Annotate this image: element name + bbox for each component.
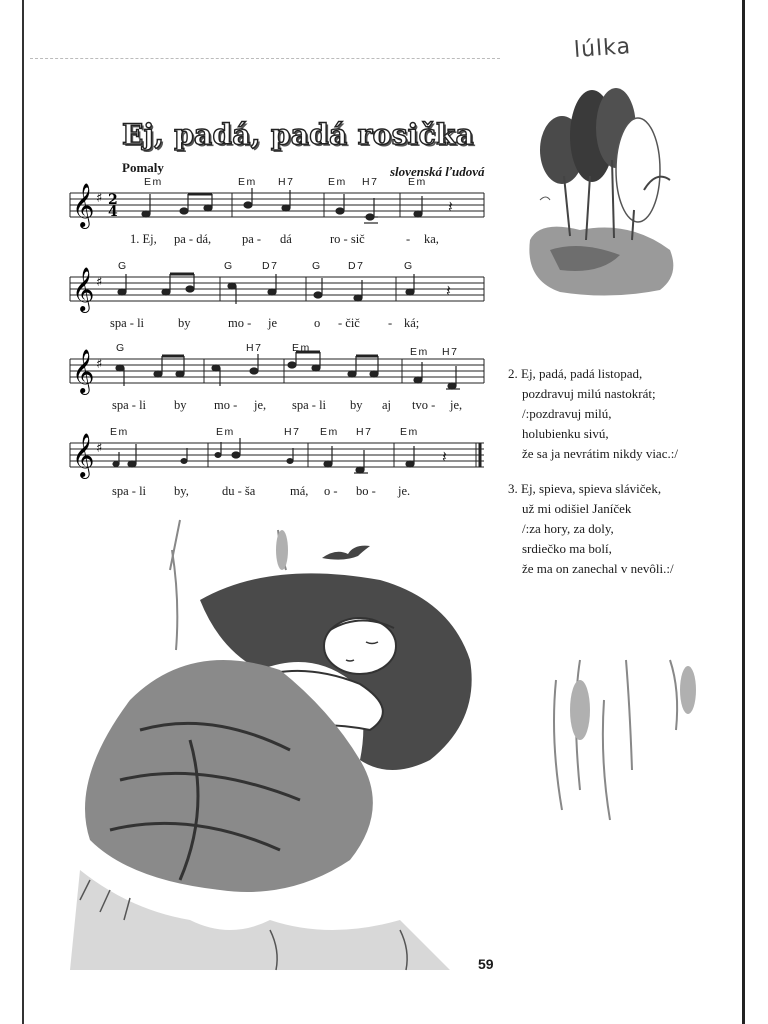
- lyric: pa - dá,: [174, 232, 212, 246]
- treble-clef-icon: 𝄞: [72, 433, 95, 477]
- page-number: 59: [478, 956, 494, 972]
- svg-text:𝄽: 𝄽: [448, 197, 453, 216]
- svg-text:𝄽: 𝄽: [446, 281, 451, 300]
- chord: Em: [144, 176, 163, 188]
- lyric: by: [174, 398, 187, 412]
- lyric: - čič: [338, 316, 360, 330]
- lyric: spa - li: [292, 398, 327, 412]
- lyric: ká;: [404, 316, 420, 330]
- chord: H7: [356, 426, 373, 438]
- chord: Em: [408, 176, 427, 188]
- song-title: Ej, padá, padá rosička: [122, 118, 475, 151]
- chord: D7: [262, 260, 279, 272]
- song-source: slovenská ľudová: [390, 164, 485, 179]
- chord: Em: [238, 176, 257, 188]
- chord: Em: [216, 426, 235, 438]
- verse-line: 3. Ej, spieva, spieva sláviček,: [508, 481, 662, 496]
- verse-line: že ma on zanechal v nevôli.:/: [522, 561, 674, 576]
- treble-clef-icon: 𝄞: [72, 349, 95, 393]
- verse-line: holubienku sivú,: [522, 426, 609, 441]
- lyric: aj: [382, 398, 392, 412]
- verse-line: pozdravuj milú nastokrát;: [522, 386, 656, 401]
- svg-text:𝄽: 𝄽: [442, 447, 447, 466]
- lyric: dá: [280, 232, 292, 246]
- chord: H7: [278, 176, 295, 188]
- sleeping-girl-illustration: [70, 560, 490, 980]
- chord: G: [312, 260, 322, 272]
- sharp-icon: ♯: [96, 441, 103, 456]
- scan-edge-right: [742, 0, 745, 1024]
- chord: G: [404, 260, 414, 272]
- chord: G: [224, 260, 234, 272]
- lyric: by: [178, 316, 191, 330]
- lyric: mo -: [214, 398, 238, 412]
- lyric: 1. Ej,: [130, 232, 157, 246]
- chord: Em: [110, 426, 129, 438]
- chord: Em: [320, 426, 339, 438]
- lyric: o: [314, 316, 321, 330]
- lyric: tvo -: [412, 398, 436, 412]
- lyric: by,: [174, 484, 189, 498]
- treble-clef-icon: 𝄞: [72, 267, 95, 311]
- music-system-2: [66, 260, 488, 340]
- verse-2: [508, 364, 738, 464]
- lyric: mo -: [228, 316, 252, 330]
- sharp-icon: ♯: [96, 191, 103, 206]
- lyric: bo -: [356, 484, 376, 498]
- verse-line: /:za hory, za doly,: [522, 521, 614, 536]
- chord: G: [116, 342, 126, 354]
- tempo-marking: Pomaly: [122, 160, 164, 175]
- lyric: spa - li: [110, 316, 145, 330]
- handwritten-note: lúlka: [573, 34, 632, 63]
- chord: Em: [400, 426, 419, 438]
- lyric: -: [388, 316, 393, 330]
- chord: D7: [348, 260, 365, 272]
- lyric: spa - li: [112, 484, 147, 498]
- trees-illustration: [520, 80, 680, 300]
- lyric: -: [406, 232, 411, 246]
- sharp-icon: ♯: [96, 357, 103, 372]
- lyric: o -: [324, 484, 338, 498]
- lyric: je: [268, 316, 278, 330]
- verse-line: 2. Ej, padá, padá listopad,: [508, 366, 643, 381]
- chord: H7: [442, 346, 459, 358]
- music-system-4: [66, 426, 488, 508]
- verse-line: že sa ja nevrátim nikdy viac.:/: [522, 446, 678, 461]
- chord: Em: [410, 346, 429, 358]
- lyric: má,: [290, 484, 309, 498]
- svg-text:4: 4: [108, 204, 118, 220]
- chord: H7: [362, 176, 379, 188]
- chord: Em: [328, 176, 347, 188]
- sharp-icon: ♯: [96, 275, 103, 290]
- chord: G: [118, 260, 128, 272]
- scan-edge-left: [22, 0, 24, 1024]
- lyric: ro - sič: [330, 232, 365, 246]
- lyric: ka,: [424, 232, 439, 246]
- music-system-1: [66, 176, 488, 256]
- lyric: spa - li: [112, 398, 147, 412]
- chord: H7: [246, 342, 263, 354]
- treble-clef-icon: 𝄞: [72, 183, 95, 227]
- verse-line: už mi odišiel Janíček: [522, 501, 632, 516]
- lyric: du - ša: [222, 484, 256, 498]
- verse-line: srdiečko ma bolí,: [522, 541, 612, 556]
- music-system-3: [66, 342, 488, 422]
- lyric: pa -: [242, 232, 262, 246]
- lyric: by: [350, 398, 363, 412]
- svg-text:2: 2: [108, 192, 118, 208]
- verse-line: /:pozdravuj milú,: [522, 406, 612, 421]
- lyric: je.: [398, 484, 411, 498]
- chord: H7: [284, 426, 301, 438]
- chord: Em: [292, 342, 311, 354]
- lyric: je,: [254, 398, 267, 412]
- scan-edge-top: [30, 58, 500, 60]
- lyric: je,: [450, 398, 463, 412]
